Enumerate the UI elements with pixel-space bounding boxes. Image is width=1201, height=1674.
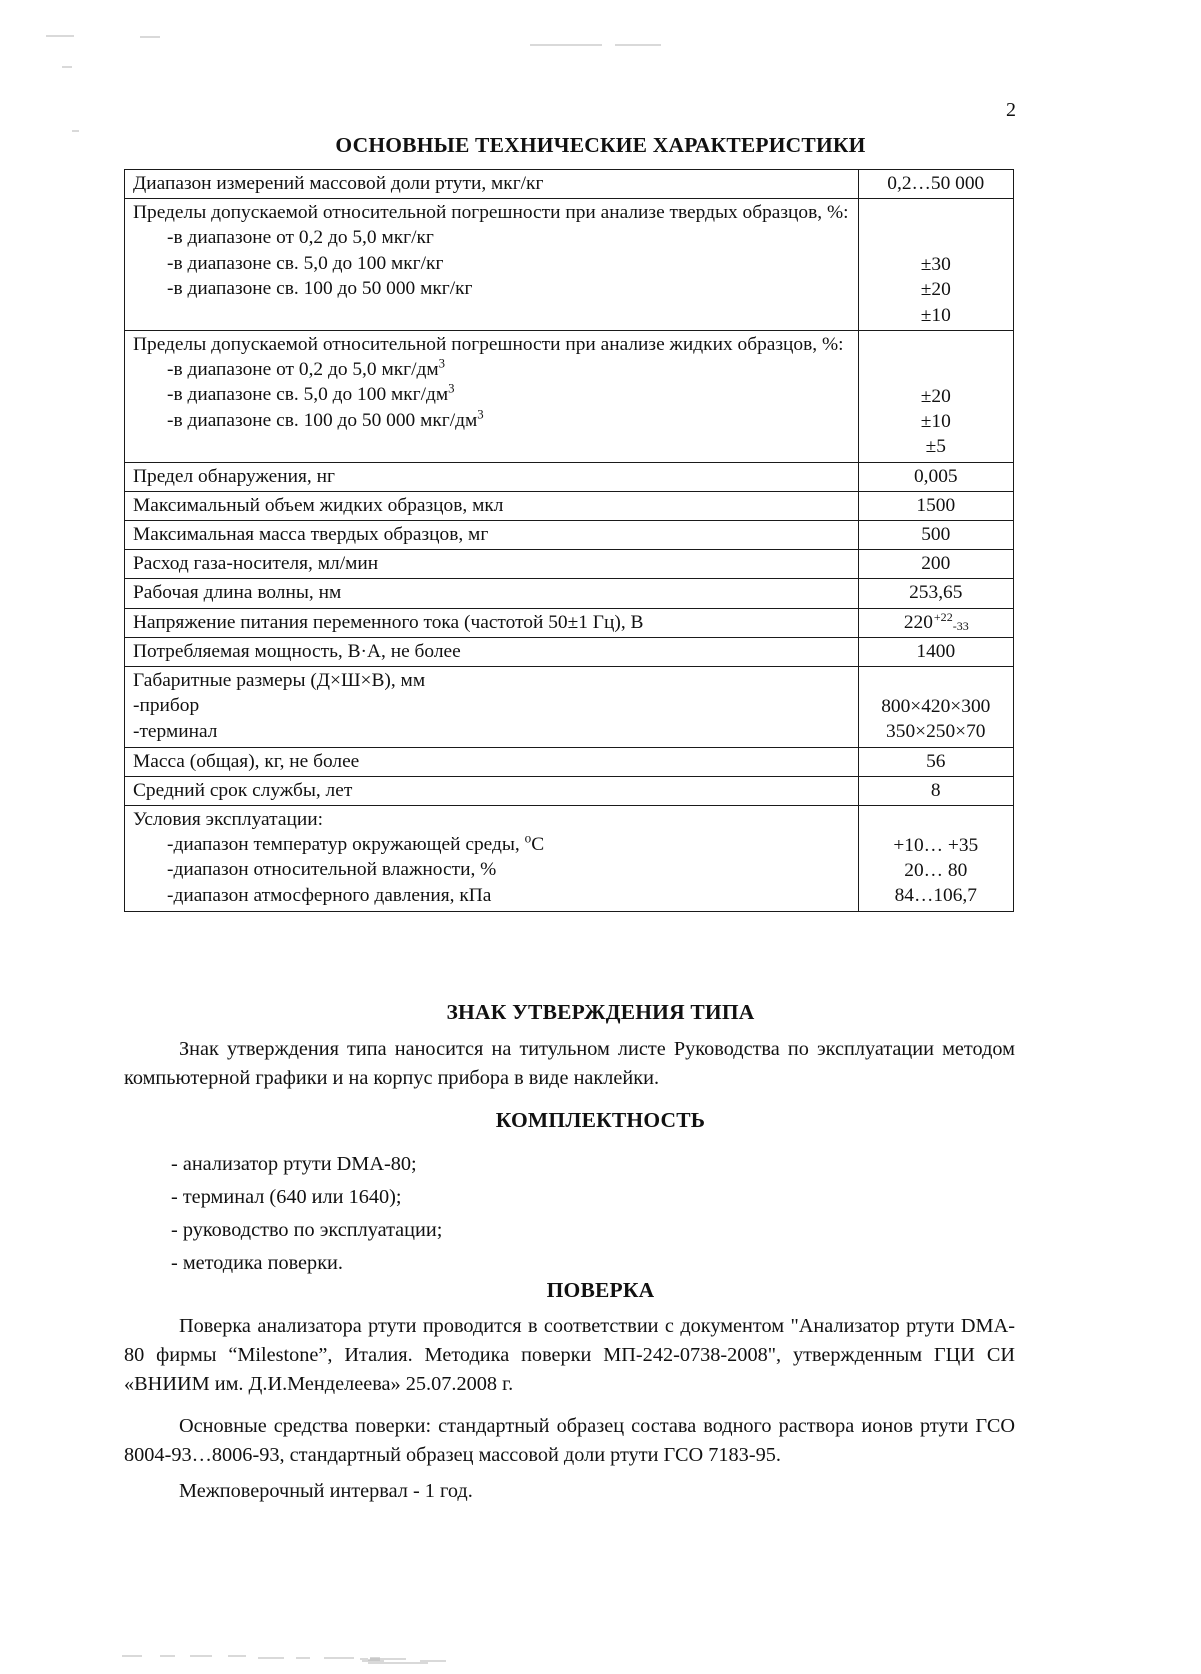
scan-artifact: [324, 1657, 354, 1659]
table-row: [125, 637, 1014, 666]
table-cell-value: 56: [858, 747, 1013, 776]
group-heading: Пределы допускаемой относительной погрешности при анализе жидких образцов, %:: [133, 333, 844, 355]
page-title: ОСНОВНЫЕ ТЕХНИЧЕСКИЕ ХАРАКТЕРИСТИКИ: [335, 133, 866, 157]
paragraph-verification-1: Поверка анализатора ртути проводится в соответствии с документом "Анализатор ртути DMA-80 фирмы “Milestone”, Италия. Методика поверки МП-242-0738-2008", утвержденным ГЦИ СИ «ВНИИМ им. Д.И.Менделеева» 25.07.2008 г.: [124, 1315, 1015, 1396]
table-row: [125, 776, 1014, 805]
table-row: [125, 170, 1014, 199]
scan-artifact: [296, 1657, 310, 1659]
value-spacer: [863, 668, 1009, 694]
table-cell-value: 8: [858, 776, 1013, 805]
sub-row-value: 800×420×300: [881, 696, 991, 718]
sub-row-label: -диапазон атмосферного давления, кПа: [167, 884, 492, 906]
sub-row-value: ±5: [925, 436, 946, 458]
superscript: 3: [438, 356, 446, 371]
sub-row-label: -в диапазоне св. 100 до 50 000 мкг/кг: [167, 277, 473, 299]
list-item: - руководство по эксплуатации;: [171, 1218, 443, 1241]
sub-row-label: [133, 357, 852, 382]
scan-artifact: [530, 44, 602, 46]
sub-row-label: -прибор: [133, 695, 200, 717]
value-spacer: [863, 807, 1009, 833]
table-cell-param: Средний срок службы, лет: [125, 776, 859, 805]
sub-row-value: +10… +35: [893, 834, 979, 856]
table-cell-param: Расход газа-носителя, мл/мин: [125, 550, 859, 579]
table-cell-param: Максимальный объем жидких образцов, мкл: [125, 491, 859, 520]
table-cell-value: [858, 330, 1013, 462]
sub-row-label: [133, 382, 852, 407]
sub-row-value: ±10: [920, 304, 951, 326]
table-row: [125, 550, 1014, 579]
table-cell-value: 0,2…50 000: [858, 170, 1013, 199]
scan-artifact: [72, 130, 79, 132]
scan-artifact: [190, 1655, 212, 1657]
table-cell-value: 0,005: [858, 462, 1013, 491]
sub-row-value: 350×250×70: [886, 721, 986, 743]
table-cell-value: [858, 667, 1013, 747]
sub-row-label: -диапазон относительной влажности, %: [167, 859, 497, 881]
sub-row-label: -в диапазоне от 0,2 до 5,0 мкг/кг: [167, 227, 434, 249]
group-heading: Габаритные размеры (Д×Ш×В), мм: [133, 670, 426, 692]
value-spacer: [863, 200, 1009, 226]
table-cell-param: Напряжение питания переменного тока (частотой 50±1 Гц), В: [125, 608, 859, 637]
table-cell-param: [125, 805, 859, 911]
page-number: 2: [1006, 99, 1016, 121]
table-cell-value: 1500: [858, 491, 1013, 520]
value-spacer: [863, 226, 1009, 252]
table-cell-param: Масса (общая), кг, не более: [125, 747, 859, 776]
superscript: 3: [448, 381, 455, 396]
scan-artifact: [368, 1662, 428, 1664]
scan-artifact: [368, 1659, 380, 1661]
heading-completeness: КОМПЛЕКТНОСТЬ: [495, 1108, 706, 1132]
scan-artifact: [46, 35, 74, 37]
paragraph-verification-2: Основные средства поверки: стандартный образец состава водного раствора ионов ртути ГСО 8004-93…8006-93, стандартный образец массовой доли ртути ГСО 7183-95.: [124, 1415, 1015, 1467]
table-row: [125, 330, 1014, 462]
table-cell-param: [125, 199, 859, 331]
table-cell-param: Диапазон измерений массовой доли ртути, мкг/кг: [125, 170, 859, 199]
table-cell-param: Предел обнаружения, нг: [125, 462, 859, 491]
completeness-list: [124, 1148, 1015, 1280]
specifications-table: [124, 169, 1014, 912]
list-item: - анализатор ртути DMA-80;: [171, 1153, 417, 1175]
sub-row-label: [133, 408, 852, 433]
scan-artifact: [370, 1657, 380, 1659]
scan-artifact: [62, 66, 72, 68]
sub-row-label-text: -в диапазоне от 0,2 до 5,0 мкг/дм: [167, 359, 439, 381]
table-row: [125, 462, 1014, 491]
list-item: - методика поверки.: [171, 1251, 343, 1274]
sub-row-value: ±20: [920, 385, 951, 407]
table-cell-param: Максимальная масса твердых образцов, мг: [125, 520, 859, 549]
table-cell-param: Рабочая длина волны, нм: [125, 579, 859, 608]
heading-approval-mark: ЗНАК УТВЕРЖДЕНИЯ ТИПА: [446, 1000, 755, 1024]
temperature-unit: С: [531, 834, 545, 856]
table-row: [125, 608, 1014, 637]
scan-artifact: [160, 1655, 175, 1657]
scan-artifact: [615, 44, 661, 46]
scan-artifact: [228, 1655, 246, 1657]
paragraph-approval-mark: Знак утверждения типа наносится на титульном листе Руководства по эксплуатации методом компьютерной графики и на корпус прибора в виде наклейки.: [124, 1038, 1015, 1090]
heading-verification: ПОВЕРКА: [546, 1278, 655, 1302]
paragraph-verification-3: Межповерочный интервал - 1 год.: [179, 1480, 473, 1502]
sub-row-value: ±10: [920, 411, 951, 433]
voltage-base: 220: [903, 611, 933, 633]
scan-artifact: [140, 36, 160, 38]
table-row: [125, 520, 1014, 549]
value-spacer: [863, 332, 1009, 358]
group-heading: Пределы допускаемой относительной погрешности при анализе твердых образцов, %:: [133, 202, 849, 224]
scan-artifact: [122, 1655, 142, 1657]
table-cell-value-voltage: [858, 608, 1013, 637]
table-cell-value: 200: [858, 550, 1013, 579]
voltage-tolerance-upper: +22: [933, 610, 953, 625]
voltage-tolerance-lower: -33: [952, 618, 969, 633]
scan-artifact: [258, 1657, 284, 1659]
sub-row-label: -в диапазоне св. 5,0 до 100 мкг/кг: [167, 252, 444, 274]
sub-row-label: -терминал: [133, 720, 218, 742]
sub-row-value: ±30: [920, 254, 951, 276]
table-row: [125, 491, 1014, 520]
sub-row-label: [133, 832, 852, 857]
table-cell-value: [858, 199, 1013, 331]
sub-row-label-text: -диапазон температур окружающей среды,: [167, 834, 525, 856]
list-item: - терминал (640 или 1640);: [171, 1185, 402, 1208]
scan-artifact: [360, 1658, 368, 1660]
degree-symbol: о: [524, 830, 532, 846]
table-cell-value: [858, 805, 1013, 911]
table-row: [125, 579, 1014, 608]
table-cell-value: 1400: [858, 637, 1013, 666]
table-cell-value: 253,65: [858, 579, 1013, 608]
sub-row-value: ±20: [920, 279, 951, 301]
group-heading: Условия эксплуатации:: [133, 808, 323, 830]
table-row: [125, 747, 1014, 776]
table-row: [125, 805, 1014, 911]
sub-row-label-text: -в диапазоне св. 100 до 50 000 мкг/дм: [167, 409, 478, 431]
table-row: [125, 667, 1014, 747]
superscript: 3: [477, 407, 484, 422]
table-cell-param: [125, 667, 859, 747]
table-cell-param: Потребляемая мощность, В·А, не более: [125, 637, 859, 666]
sub-row-label-text: -в диапазоне св. 5,0 до 100 мкг/дм: [167, 384, 449, 406]
sub-row-value: 84…106,7: [894, 885, 977, 907]
sub-row-value: 20… 80: [904, 860, 968, 882]
value-spacer: [863, 358, 1009, 384]
table-row: [125, 199, 1014, 331]
table-cell-param: [125, 330, 859, 462]
table-cell-value: 500: [858, 520, 1013, 549]
